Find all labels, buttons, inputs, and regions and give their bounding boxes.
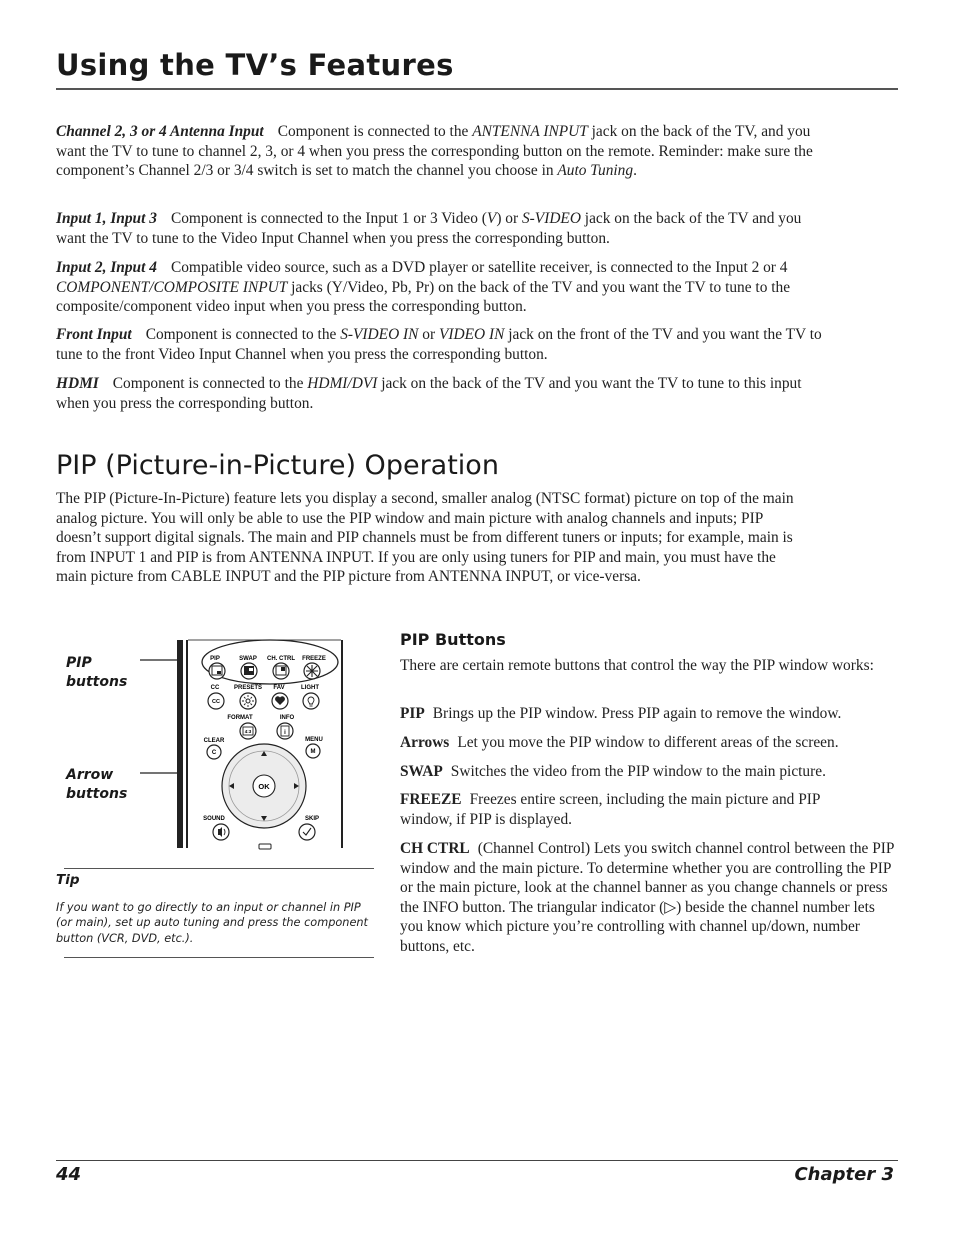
tip-rule-top bbox=[64, 868, 374, 869]
paragraph-segment: HDMI bbox=[56, 375, 99, 392]
pip-term: PIP bbox=[400, 705, 425, 722]
cc-button[interactable] bbox=[208, 693, 224, 709]
remote-label-cc: CC bbox=[210, 685, 220, 691]
freeze-button[interactable] bbox=[304, 663, 320, 679]
paragraph-hdmi bbox=[56, 374, 822, 413]
tip-rule-bottom bbox=[64, 957, 374, 958]
arrows-desc: Let you move the PIP window to different areas of the screen. bbox=[457, 734, 839, 751]
paragraph-segment: Auto Tuning bbox=[557, 162, 634, 179]
tip-text: If you want to go directly to an input or channel in PIP (or main), set up auto tuning and press the component button (VCR, DVD, etc.). bbox=[56, 901, 368, 945]
paragraph-segment: Component is connected to the bbox=[277, 123, 473, 140]
paragraph-segment: ) or bbox=[496, 210, 522, 227]
paragraph-segment: jack on the back of the TV and you want the TV to tune to the Video Input Channel when you press the corresponding button. bbox=[56, 210, 802, 247]
ok-button[interactable] bbox=[253, 775, 275, 797]
arrows-term: Arrows bbox=[400, 734, 450, 751]
remote-label-freeze: FREEZE bbox=[302, 656, 326, 662]
info-button[interactable] bbox=[277, 723, 293, 739]
remote-label-info: INFO bbox=[279, 715, 295, 721]
paragraph-segment: HDMI/DVI bbox=[307, 375, 378, 392]
pip-intro: The PIP (Picture-In-Picture) feature lets you display a second, smaller analog (NTSC format) picture on top of the main analog picture. You will only be able to use the PIP window and main picture with analog channels and inputs; PIP doesn’t support digital signals. The main and PIP channels must be from different tuners or inputs; for example, main is from INPUT 1 and PIP is from ANTENNA INPUT. If you are only using tuners for PIP and main, you must have the main picture from CABLE INPUT and the PIP picture from ANTENNA INPUT, or vice-versa. bbox=[56, 490, 794, 585]
paragraph-segment: ANTENNA INPUT bbox=[472, 123, 588, 140]
freeze-term: FREEZE bbox=[400, 791, 462, 808]
cc-key-text: CC bbox=[212, 699, 220, 705]
paragraph-segment: VIDEO IN bbox=[438, 326, 505, 343]
ch-ctrl-button[interactable] bbox=[273, 663, 289, 679]
remote-label-pip: PIP bbox=[210, 656, 220, 662]
page-title: Using the TV’s Features bbox=[56, 48, 454, 82]
paragraph-segment: jack on the front of the TV and you want the TV to tune to the front Video Input Channel when you press the corresponding button. bbox=[56, 326, 822, 363]
callout-arrow-buttons: Arrow buttons bbox=[66, 767, 128, 802]
ch-ctrl-desc: (Channel Control) Lets you switch channel control between the PIP window and the main picture. To determine whether you are controlling the PIP or the main picture, look at the channel banner as you change channels or press the INFO button. The triangular indicator (▷) beside the channel number lets you know which picture you’re controlling with channel up/down, number buttons, etc. bbox=[400, 840, 894, 955]
paragraph-segment: . bbox=[633, 162, 637, 179]
paragraph-segment: Channel 2, 3 or 4 Antenna Input bbox=[56, 123, 264, 140]
page-number: 44 bbox=[56, 1164, 82, 1185]
clear-key-text: C bbox=[211, 750, 217, 756]
format-button[interactable] bbox=[240, 723, 256, 739]
fav-button[interactable] bbox=[272, 693, 288, 709]
paragraph-segment: S-VIDEO bbox=[521, 210, 581, 227]
callout-pip-buttons: PIP buttons bbox=[66, 655, 128, 690]
ok-key-text: OK bbox=[258, 782, 270, 791]
paragraph-input-1-3 bbox=[56, 209, 822, 248]
clear-button[interactable] bbox=[207, 745, 221, 759]
paragraph-segment: COMPONENT/COMPOSITE INPUT bbox=[56, 278, 288, 296]
paragraph-segment: or bbox=[418, 326, 439, 343]
tip-label: Tip bbox=[56, 872, 80, 888]
pip-item-arrows bbox=[400, 733, 900, 753]
remote-label-skip: SKIP bbox=[304, 816, 320, 822]
menu-button[interactable] bbox=[306, 744, 320, 758]
remote-label-sound: SOUND bbox=[203, 816, 225, 822]
remote-label-format: FORMAT bbox=[227, 715, 253, 721]
paragraph-segment: jack on the back of the TV, and you want the TV to tune to channel 2, 3, or 4 when you press the corresponding button on the remote. Reminder: make sure the component’s Channel 2/3 or 3/4 switch is set to match the channel you choose in bbox=[56, 123, 813, 179]
pip-item-freeze bbox=[400, 790, 870, 829]
info-key-text: i bbox=[284, 730, 286, 736]
chapter-label: Chapter 3 bbox=[794, 1164, 894, 1185]
pip-desc: Brings up the PIP window. Press PIP again to remove the window. bbox=[432, 705, 842, 722]
pip-buttons-title: PIP Buttons bbox=[400, 630, 506, 649]
remote-label-clear: CLEAR bbox=[203, 738, 225, 744]
remote-label-menu: MENU bbox=[305, 737, 323, 743]
sound-button[interactable] bbox=[213, 824, 229, 840]
menu-key-text: M bbox=[310, 749, 316, 755]
paragraph-segment: jack on the back of the TV and you want the TV to tune to this input when you press the corresponding button. bbox=[56, 375, 802, 412]
title-rule bbox=[56, 88, 898, 90]
skip-button[interactable] bbox=[299, 824, 315, 840]
remote-label-swap: SWAP bbox=[239, 656, 257, 662]
paragraph-segment: V bbox=[486, 210, 497, 227]
section-title-pip: PIP (Picture-in-Picture) Operation bbox=[56, 450, 499, 481]
paragraph-antenna-input bbox=[56, 122, 822, 181]
paragraph-segment: Compatible video source, such as a DVD player or satellite receiver, is connected to the Input 2 or 4 bbox=[170, 259, 788, 276]
footer-rule bbox=[56, 1160, 898, 1161]
paragraph-segment: Component is connected to the bbox=[145, 326, 341, 343]
remote-label-light: LIGHT bbox=[301, 685, 319, 691]
pip-item-swap bbox=[400, 762, 900, 782]
paragraph-input-2-4 bbox=[56, 258, 822, 317]
paragraph-segment: Input 2, Input 4 bbox=[56, 259, 157, 276]
paragraph-segment: S-VIDEO IN bbox=[340, 326, 419, 343]
pip-item-pip bbox=[400, 704, 900, 724]
remote-label-ch-ctrl: CH. CTRL bbox=[267, 656, 295, 662]
light-button[interactable] bbox=[303, 693, 319, 709]
paragraph-segment: Component is connected to the Input 1 or 3 Video ( bbox=[170, 210, 487, 227]
ch-ctrl-term: CH CTRL bbox=[400, 840, 470, 857]
remote-label-fav: FAV bbox=[273, 685, 285, 691]
paragraph-front-input bbox=[56, 325, 822, 364]
freeze-desc: Freezes entire screen, including the main picture and PIP window, if PIP is displayed. bbox=[400, 791, 820, 828]
swap-desc: Switches the video from the PIP window to the main picture. bbox=[450, 763, 826, 780]
swap-button[interactable] bbox=[241, 663, 257, 679]
swap-term: SWAP bbox=[400, 763, 443, 780]
pip-item-ch-ctrl bbox=[400, 839, 900, 956]
paragraph-segment: Front Input bbox=[56, 326, 132, 343]
pip-buttons-intro: There are certain remote buttons that control the way the PIP window works: bbox=[400, 657, 874, 674]
remote-label-presets: PRESETS bbox=[233, 685, 263, 691]
format-key-text: 4:3 bbox=[244, 729, 252, 734]
pip-button[interactable] bbox=[209, 663, 225, 679]
paragraph-segment: Input 1, Input 3 bbox=[56, 210, 157, 227]
paragraph-segment: jacks (Y/Video, Pb, Pr) on the back of the TV and you want the TV to tune to the composite/component video input when you press the corresponding button. bbox=[56, 278, 791, 315]
paragraph-segment: Component is connected to the bbox=[112, 375, 308, 392]
remote-control-figure bbox=[140, 636, 360, 852]
arrow-pad bbox=[222, 744, 306, 828]
presets-button[interactable] bbox=[240, 693, 256, 709]
